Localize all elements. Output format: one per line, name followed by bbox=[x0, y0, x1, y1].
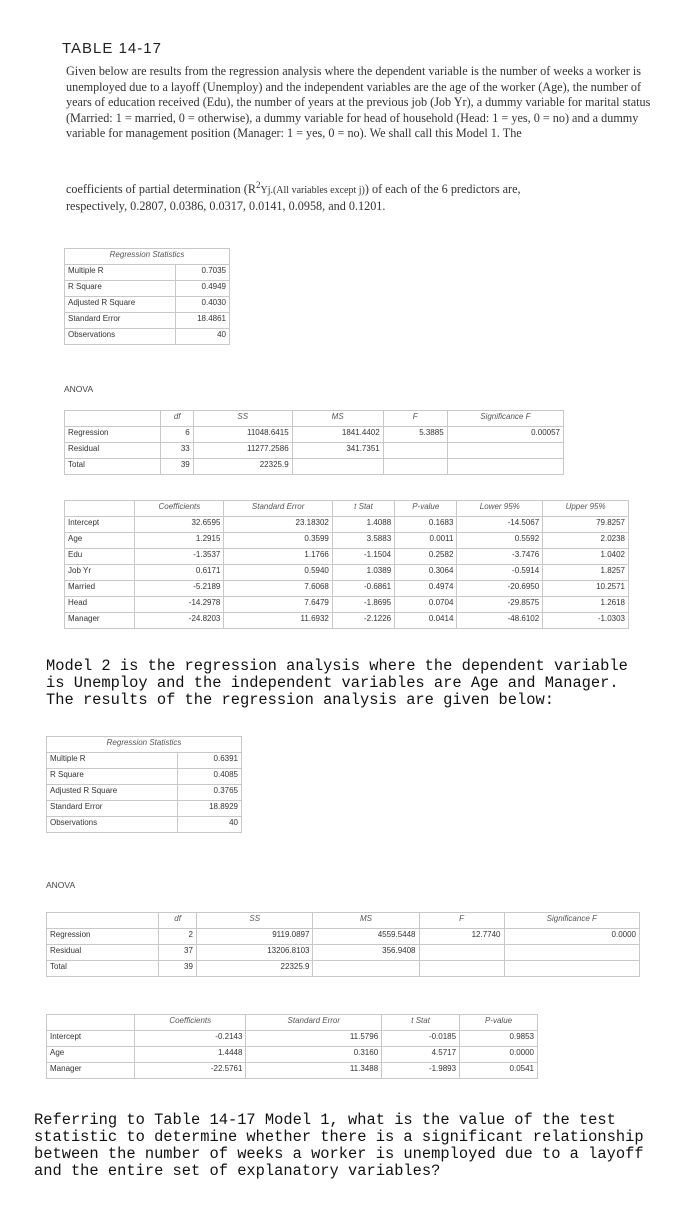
table-cell: 1.2915 bbox=[135, 533, 224, 549]
table-cell: 1.0389 bbox=[332, 565, 394, 581]
table-cell: -1.0303 bbox=[543, 613, 629, 629]
table-cell: -29.8575 bbox=[457, 597, 543, 613]
table-cell: 0.0541 bbox=[460, 1063, 538, 1079]
column-header bbox=[65, 411, 161, 427]
row-label: Regression bbox=[47, 929, 159, 945]
column-header: P-value bbox=[395, 501, 457, 517]
model2-anova-label: ANOVA bbox=[46, 880, 76, 890]
table-cell: 0.4974 bbox=[395, 581, 457, 597]
column-header: df bbox=[161, 411, 193, 427]
row-label: Regression bbox=[65, 427, 161, 443]
table-cell: 12.7740 bbox=[419, 929, 504, 945]
table-cell: -0.5914 bbox=[457, 565, 543, 581]
column-header bbox=[47, 1015, 135, 1031]
table-cell: 0.0000 bbox=[504, 929, 640, 945]
model2-anova-table bbox=[46, 912, 640, 977]
reg-stat-label: Observations bbox=[47, 817, 178, 833]
table-cell: 0.3160 bbox=[246, 1047, 382, 1063]
table-cell: 4559.5448 bbox=[313, 929, 419, 945]
table-header-row bbox=[65, 411, 564, 427]
table-cell: -2.1226 bbox=[332, 613, 394, 629]
table-cell: 37 bbox=[159, 945, 197, 961]
table-cell: 0.9853 bbox=[460, 1031, 538, 1047]
model1-anova-label: ANOVA bbox=[64, 384, 94, 394]
table-row bbox=[47, 945, 640, 961]
row-label: Manager bbox=[65, 613, 135, 629]
table-row bbox=[65, 549, 629, 565]
table-cell bbox=[419, 945, 504, 961]
table-cell: 79.8257 bbox=[543, 517, 629, 533]
table-cell: 0.0011 bbox=[395, 533, 457, 549]
reg-stat-row bbox=[65, 265, 230, 281]
row-label: Age bbox=[47, 1047, 135, 1063]
table-cell: -5.2189 bbox=[135, 581, 224, 597]
table-cell: 39 bbox=[161, 459, 193, 475]
table-row bbox=[65, 517, 629, 533]
table-header-row bbox=[47, 1015, 538, 1031]
column-header: F bbox=[383, 411, 447, 427]
table-header-row bbox=[65, 501, 629, 517]
table-cell: -48.6102 bbox=[457, 613, 543, 629]
reg-stat-row bbox=[47, 785, 242, 801]
model1-regression-statistics-table bbox=[64, 248, 230, 345]
reg-stat-value: 0.7035 bbox=[176, 265, 230, 281]
reg-stat-row bbox=[47, 801, 242, 817]
table-cell: -0.0185 bbox=[382, 1031, 460, 1047]
intro-text: Given below are results from the regression analysis where the dependent variable is the number of weeks a worker is unemployed due to a layoff (Unemploy) and the independent variables are the age of the worker (Age), the number of years of education received (Edu), the number of years at the previous job (Job Yr), a dummy variable for marital status (Married: 1 = married, 0 = otherwise), a dummy variable for head of household (Head: 1 = yes, 0 = no) and a dummy variable for management position (Manager: 1 = yes, 0 = no). We shall call this Model 1. The bbox=[66, 64, 651, 140]
reg-stat-label: Standard Error bbox=[65, 313, 176, 329]
table-cell: -0.6861 bbox=[332, 581, 394, 597]
column-header: df bbox=[159, 913, 197, 929]
table-cell: 1.4448 bbox=[135, 1047, 246, 1063]
table-row bbox=[65, 565, 629, 581]
table-cell bbox=[383, 443, 447, 459]
table-cell: 1.0402 bbox=[543, 549, 629, 565]
table-cell bbox=[383, 459, 447, 475]
model2-coefficients-table bbox=[46, 1014, 538, 1079]
reg-stat-row bbox=[47, 753, 242, 769]
column-header: MS bbox=[292, 411, 383, 427]
table-cell: 22325.9 bbox=[193, 459, 292, 475]
reg-stat-value: 0.6391 bbox=[178, 753, 242, 769]
table-cell: 1.4088 bbox=[332, 517, 394, 533]
row-label: Residual bbox=[47, 945, 159, 961]
reg-stat-value: 40 bbox=[176, 329, 230, 345]
coef-text-line2: respectively, 0.2807, 0.0386, 0.0317, 0.0141, 0.0958, and 0.1201. bbox=[66, 198, 386, 213]
table-row bbox=[47, 961, 640, 977]
table-row bbox=[65, 427, 564, 443]
table-cell: 11.3488 bbox=[246, 1063, 382, 1079]
reg-stat-value: 18.4861 bbox=[176, 313, 230, 329]
table-cell: 6 bbox=[161, 427, 193, 443]
column-header: SS bbox=[196, 913, 313, 929]
intro-paragraph bbox=[66, 64, 656, 142]
table-cell: 13206.8103 bbox=[196, 945, 313, 961]
column-header: t Stat bbox=[332, 501, 394, 517]
reg-stat-value: 0.4085 bbox=[178, 769, 242, 785]
column-header: t Stat bbox=[382, 1015, 460, 1031]
column-header: P-value bbox=[460, 1015, 538, 1031]
table-cell: 11.5796 bbox=[246, 1031, 382, 1047]
table-cell bbox=[292, 459, 383, 475]
reg-stat-label: Multiple R bbox=[47, 753, 178, 769]
table-cell: 0.3064 bbox=[395, 565, 457, 581]
table-row bbox=[65, 581, 629, 597]
table-cell: -1.1504 bbox=[332, 549, 394, 565]
model1-reg-stats-header: Regression Statistics bbox=[65, 249, 230, 265]
table-row bbox=[47, 1063, 538, 1079]
reg-stat-label: Adjusted R Square bbox=[65, 297, 176, 313]
table-cell: 1.1766 bbox=[224, 549, 332, 565]
table-cell: -1.9893 bbox=[382, 1063, 460, 1079]
table-cell: 9119.0897 bbox=[196, 929, 313, 945]
table-cell: -14.2978 bbox=[135, 597, 224, 613]
table-cell: 356.9408 bbox=[313, 945, 419, 961]
reg-stat-label: Adjusted R Square bbox=[47, 785, 178, 801]
table-cell: -0.2143 bbox=[135, 1031, 246, 1047]
table-row bbox=[65, 533, 629, 549]
reg-stat-value: 18.8929 bbox=[178, 801, 242, 817]
table-row bbox=[65, 443, 564, 459]
table-cell: 0.2582 bbox=[395, 549, 457, 565]
column-header: Lower 95% bbox=[457, 501, 543, 517]
model1-coefficients-table bbox=[64, 500, 629, 629]
table-cell: -3.7476 bbox=[457, 549, 543, 565]
reg-stat-value: 0.4030 bbox=[176, 297, 230, 313]
table-cell: 0.0414 bbox=[395, 613, 457, 629]
column-header bbox=[47, 913, 159, 929]
table-cell: 7.6068 bbox=[224, 581, 332, 597]
table-cell: 10.2571 bbox=[543, 581, 629, 597]
column-header: Upper 95% bbox=[543, 501, 629, 517]
reg-stat-row bbox=[47, 769, 242, 785]
table-cell: 0.6171 bbox=[135, 565, 224, 581]
reg-stat-row bbox=[47, 817, 242, 833]
table-cell: -14.5067 bbox=[457, 517, 543, 533]
row-label: Total bbox=[47, 961, 159, 977]
table-cell: 11048.6415 bbox=[193, 427, 292, 443]
table-cell: 0.5940 bbox=[224, 565, 332, 581]
model2-description: Model 2 is the regression analysis where the dependent variable is Unemploy and the independent variables are Age and Manager. The results of the regression analysis are given below: bbox=[46, 657, 628, 709]
column-header: Coefficients bbox=[135, 1015, 246, 1031]
row-label: Age bbox=[65, 533, 135, 549]
model1-anova-table bbox=[64, 410, 564, 475]
model2-regression-statistics-table bbox=[46, 736, 242, 833]
table-cell: 2 bbox=[159, 929, 197, 945]
column-header: Coefficients bbox=[135, 501, 224, 517]
table-cell: -20.6950 bbox=[457, 581, 543, 597]
table-cell: 0.3599 bbox=[224, 533, 332, 549]
reg-stat-value: 40 bbox=[178, 817, 242, 833]
table-title: TABLE 14-17 bbox=[62, 40, 162, 57]
row-label: Residual bbox=[65, 443, 161, 459]
coef-text-a: coefficients of partial determination (R bbox=[66, 182, 256, 197]
table-cell: 3.5883 bbox=[332, 533, 394, 549]
reg-stat-row bbox=[65, 281, 230, 297]
row-label: Edu bbox=[65, 549, 135, 565]
table-cell: 0.00057 bbox=[447, 427, 563, 443]
table-row bbox=[65, 613, 629, 629]
table-cell: 0.0704 bbox=[395, 597, 457, 613]
table-cell bbox=[419, 961, 504, 977]
table-cell: -1.3537 bbox=[135, 549, 224, 565]
table-cell: 341.7351 bbox=[292, 443, 383, 459]
row-label: Head bbox=[65, 597, 135, 613]
table-cell: 32.6595 bbox=[135, 517, 224, 533]
row-label: Intercept bbox=[65, 517, 135, 533]
table-cell: 23.18302 bbox=[224, 517, 332, 533]
table-cell: 2.0238 bbox=[543, 533, 629, 549]
table-cell: 1841.4402 bbox=[292, 427, 383, 443]
reg-stat-value: 0.4949 bbox=[176, 281, 230, 297]
table-cell: 1.8257 bbox=[543, 565, 629, 581]
column-header: Significance F bbox=[447, 411, 563, 427]
reg-stat-label: R Square bbox=[65, 281, 176, 297]
column-header: SS bbox=[193, 411, 292, 427]
table-cell: 0.5592 bbox=[457, 533, 543, 549]
table-cell: 7.6479 bbox=[224, 597, 332, 613]
table-cell: -24.8203 bbox=[135, 613, 224, 629]
table-cell: 11277.2586 bbox=[193, 443, 292, 459]
table-row bbox=[65, 597, 629, 613]
table-row bbox=[47, 1047, 538, 1063]
table-cell bbox=[313, 961, 419, 977]
reg-stat-value: 0.3765 bbox=[178, 785, 242, 801]
reg-stat-label: Multiple R bbox=[65, 265, 176, 281]
table-cell: -1.8695 bbox=[332, 597, 394, 613]
reg-stat-label: Observations bbox=[65, 329, 176, 345]
column-header bbox=[65, 501, 135, 517]
reg-stat-row bbox=[65, 313, 230, 329]
row-label: Intercept bbox=[47, 1031, 135, 1047]
column-header: Standard Error bbox=[246, 1015, 382, 1031]
table-cell: 5.3885 bbox=[383, 427, 447, 443]
row-label: Manager bbox=[47, 1063, 135, 1079]
table-row bbox=[65, 459, 564, 475]
table-cell: 22325.9 bbox=[196, 961, 313, 977]
reg-stat-label: R Square bbox=[47, 769, 178, 785]
table-cell: 4.5717 bbox=[382, 1047, 460, 1063]
table-cell bbox=[504, 945, 640, 961]
table-cell: 11.6932 bbox=[224, 613, 332, 629]
table-cell: -22.5761 bbox=[135, 1063, 246, 1079]
column-header: F bbox=[419, 913, 504, 929]
table-cell: 0.0000 bbox=[460, 1047, 538, 1063]
table-cell: 0.1683 bbox=[395, 517, 457, 533]
table-row bbox=[47, 1031, 538, 1047]
reg-stat-row bbox=[65, 297, 230, 313]
table-row bbox=[47, 929, 640, 945]
table-cell bbox=[504, 961, 640, 977]
reg-stat-label: Standard Error bbox=[47, 801, 178, 817]
coef-text-b: Yj.(All variables except j) bbox=[260, 185, 365, 197]
column-header: Standard Error bbox=[224, 501, 332, 517]
column-header: Significance F bbox=[504, 913, 640, 929]
model2-reg-stats-header: Regression Statistics bbox=[47, 737, 242, 753]
column-header: MS bbox=[313, 913, 419, 929]
table-cell: 33 bbox=[161, 443, 193, 459]
table-cell: 39 bbox=[159, 961, 197, 977]
row-label: Married bbox=[65, 581, 135, 597]
row-label: Total bbox=[65, 459, 161, 475]
table-cell bbox=[447, 443, 563, 459]
table-cell: 1.2618 bbox=[543, 597, 629, 613]
partial-determination-line bbox=[66, 178, 656, 214]
row-label: Job Yr bbox=[65, 565, 135, 581]
coef-text-sup: 2 bbox=[255, 180, 261, 190]
question-text: Referring to Table 14-17 Model 1, what is the value of the test statistic to determine whether there is a significant relationship between the number of weeks a worker is unemployed due to a layoff and the entire set of explanatory variables? bbox=[34, 1111, 644, 1180]
coef-text-c: ) of each of the 6 predictors are, bbox=[364, 182, 521, 197]
table-header-row bbox=[47, 913, 640, 929]
reg-stat-row bbox=[65, 329, 230, 345]
table-cell bbox=[447, 459, 563, 475]
